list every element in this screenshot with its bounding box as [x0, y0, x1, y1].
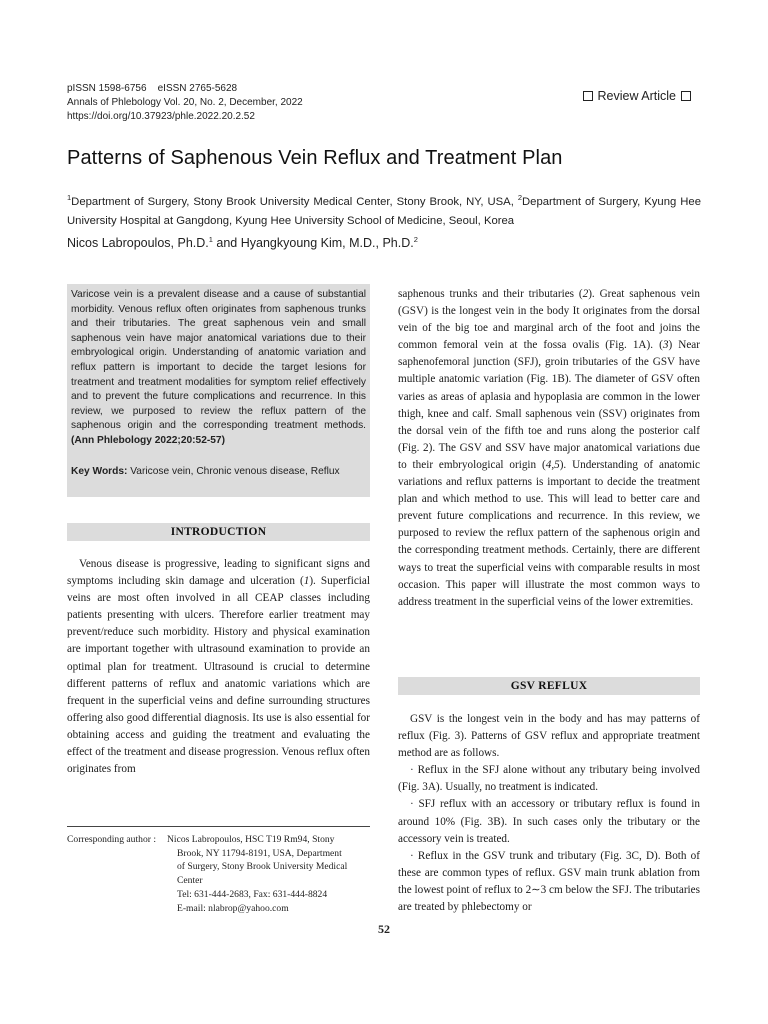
author-mark: 2: [413, 234, 418, 244]
abstract-citation: (Ann Phlebology 2022;20:52-57): [71, 434, 225, 446]
author-1: Nicos Labropoulos, Ph.D.: [67, 236, 209, 250]
correspondence-phone: Tel: 631-444-2683, Fax: 631-444-8824: [177, 888, 328, 900]
journal-citation: Annals of Phlebology Vol. 20, No. 2, December, 2022: [67, 97, 303, 108]
affiliations: [67, 193, 701, 231]
text-run: Venous disease is progressive, leading to significant signs and symptoms including skin damage and ulceration (: [67, 558, 370, 588]
affiliation-1: Department of Surgery, Stony Brook University Medical Center, Stony Brook, NY, USA,: [71, 196, 518, 208]
introduction-paragraph: [67, 556, 370, 778]
gsv-intro-paragraph: GSV is the longest vein in the body and has may patterns of reflux (Fig. 3). Patterns of GSV reflux and appropriate treatment method are as follows.: [398, 713, 700, 760]
affiliation-mark: 1: [67, 193, 72, 203]
correspondence-note: [67, 833, 377, 915]
correspondence-label: Corresponding author :: [67, 834, 156, 845]
gsv-bullet-1: · Reflux in the SFJ alone without any tributary being involved (Fig. 3A). Usually, no treatment is indicated.: [398, 764, 700, 794]
text-run: ) Near saphenofemoral junction (SFJ), groin tributaries of the GSV have multiple anatomic variation (Fig. 1B). The diameter of GSV often varies as areas of aplasia and hypoplasia are common in the lower thigh, knee and calf. Small saphenous vein (SSV) originates from the dorsal vein of the fifth toe and runs along the posterior calf (Fig. 2). The GSV and SSV have major anatomical variations due to their embryological origin (: [398, 339, 700, 471]
author-mark: 1: [208, 234, 213, 244]
gsv-reflux-body: [398, 711, 700, 916]
text-run: saphenous trunks and their tributaries (: [398, 288, 583, 300]
article-type-text: Review Article: [597, 89, 676, 103]
abstract-body: Varicose vein is a prevalent disease and a cause of substantial morbidity. Venous reflux often originates from saphenous trunks and their tributaries. The great saphenous vein and small saphenous vein have major anatomical variations due to their embryological origin. Understanding of anatomic variation and reflux pattern is important to decide the target lesions for treatment and treatment modalities for symptom relief effectively and to prevent the future complications and recurrence. In this review, we purposed to review the reflux pattern of the saphenous origin and the corresponding treatment methods.: [71, 289, 366, 432]
text-run: ). Great saphenous vein (GSV) is the longest vein in the body It originates from the dorsal vein of the big toe and marginal arch of the foot and joins the common femoral vein at the fossa ovalis (Fig. 1A). (: [398, 288, 700, 352]
text-run: ). Understanding of anatomic variations and reflux patterns is important to decide the treatment plan and which method to use. This will lead to better care and prevent future complications and recurrence. In this review, we purposed to review the reflux pattern of the saphenous origin and the corresponding treatment methods. Certainly, there are different ways to treat the superficial veins with comparable results in most occasion. This paper will illustrate the most common ways to address treatment in the superficial veins of the lower extremities.: [398, 458, 700, 608]
reference-1[interactable]: 1: [303, 575, 310, 588]
abstract-text: [71, 288, 366, 449]
square-icon: [583, 91, 593, 101]
affiliation-mark: 2: [517, 193, 523, 203]
anatomy-paragraph: [398, 286, 700, 611]
keywords-label: Key Words:: [71, 465, 128, 477]
doi-link[interactable]: https://doi.org/10.37923/phle.2022.20.2.52: [67, 111, 255, 122]
correspondence-line: Center: [177, 875, 203, 887]
correspondence-details: [167, 833, 377, 915]
author-joiner: and: [212, 236, 241, 250]
reference-2[interactable]: 2: [582, 288, 589, 300]
author-2: Hyangkyoung Kim, M.D., Ph.D.: [240, 236, 414, 250]
article-title: Patterns of Saphenous Vein Reflux and Treatment Plan: [67, 147, 563, 169]
page-number: 52: [378, 922, 390, 936]
reference-3[interactable]: 3: [662, 339, 669, 352]
correspondence-line: Nicos Labropoulos, HSC T19 Rm94, Stony: [167, 834, 335, 845]
keywords-list: Varicose vein, Chronic venous disease, Reflux: [130, 465, 340, 477]
article-type-label: [583, 89, 692, 103]
introduction-heading: INTRODUCTION: [67, 523, 370, 541]
correspondence-email[interactable]: E-mail: nlabrop@yahoo.com: [177, 902, 289, 914]
gsv-reflux-heading: GSV REFLUX: [398, 677, 700, 695]
affiliation-2: Department of Surgery, Kyung Hee University Hospital at Gangdong, Kyung Hee University School of Medicine, Seoul, Korea: [67, 196, 701, 227]
keywords: [71, 465, 366, 480]
correspondence-line: Brook, NY 11794-8191, USA, Department: [177, 847, 342, 859]
reference-4-5[interactable]: 4,5: [545, 458, 560, 471]
gsv-bullet-3: · Reflux in the GSV trunk and tributary (Fig. 3C, D). Both of these are common types of reflux. GSV main trunk ablation from the lowest point of reflux to 2∼3 cm below the SFJ. The tributaries are treated by phlebectomy or: [398, 849, 700, 914]
square-icon: [681, 91, 691, 101]
text-run: ). Superficial veins are most often involved in all CEAP classes including patients presenting with ulcers. Therefore earlier treatment may prevent/reduce such morbidity. History and physical examination are important together with ultrasound examination to provide an optimal plan for treatment. Ultrasound is crucial to determine different patterns of reflux and anatomic variations which are frequent in the superficial veins and define surrounding structures offering also good differential diagnosis. Its use is also essential for obtaining access and guiding the treatment and evaluating the effect of the treatment and disease progression. Venous reflux often originates from: [67, 575, 370, 776]
abstract-box: [67, 284, 370, 497]
author-list: [67, 236, 418, 250]
footnote-rule: [67, 826, 370, 827]
correspondence-line: of Surgery, Stony Brook University Medical: [177, 861, 348, 873]
journal-meta: [67, 82, 303, 124]
right-column-body: [398, 286, 700, 611]
gsv-bullet-2: · SFJ reflux with an accessory or tributary reflux is found in around 10% (Fig. 3B). In such cases only the tributary or the accessory vein is treated.: [398, 798, 700, 845]
issn-line: pISSN 1598-6756 eISSN 2765-5628: [67, 83, 238, 94]
introduction-body: [67, 556, 370, 778]
